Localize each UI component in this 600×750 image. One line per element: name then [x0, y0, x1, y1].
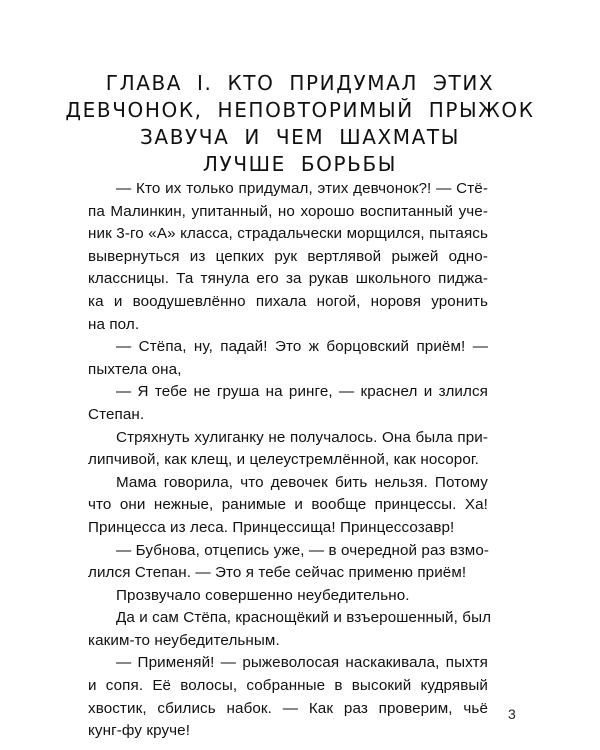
- text-line: — Применяй! — рыжеволосая наскакивала, пыхтя: [116, 654, 488, 672]
- chapter-title-line: ЛУЧШЕ БОРЬБЫ: [202, 152, 398, 176]
- text-line: — Кто их только придумал, этих девчонок?! — Стё-: [116, 180, 488, 197]
- text-line: каким-то неубедительным.: [88, 631, 280, 649]
- text-line: Прозвучало совершенно неубедительно.: [116, 586, 410, 604]
- text-line: что они нежные, ранимые и вообще принцессы. Ха!: [88, 496, 488, 514]
- text-line: ник 3-го «А» класса, страдальчески морщился, пытаясь: [88, 225, 488, 243]
- text-line: Мама говорила, что девочек бить нельзя. Потому: [116, 473, 488, 491]
- text-line: ка и воодушевлённо пихала ногой, норовя уронить: [88, 292, 488, 310]
- text-line: кунг-фу круче!: [88, 722, 191, 740]
- text-line: хвостик, сбились набок. — Как раз проверим, чьё: [88, 699, 488, 717]
- text-line: — Стёпа, ну, падай! Это ж борцовский приём! —: [116, 338, 488, 356]
- chapter-title: [60, 70, 540, 178]
- text-line: — Я тебе не груша на ринге, — краснел и злился: [116, 383, 488, 401]
- text-line: — Бубнова, отцепись уже, — в очередной раз взмо-: [116, 541, 490, 559]
- text-line: липчивой, как клещ, и целеустремлённой, как носорог.: [88, 451, 479, 469]
- text-line: Степан.: [88, 405, 145, 423]
- chapter-title-line: ДЕВЧОНОК, НЕПОВТОРИМЫЙ ПРЫЖОК: [65, 98, 535, 122]
- text-line: Стряхнуть хулиганку не получалось. Она была при-: [116, 428, 488, 446]
- text-line: и сопя. Её волосы, собранные в высокий кудрявый: [88, 677, 488, 695]
- text-line: Принцесса из леса. Принцессища! Принцессозавр!: [88, 518, 455, 536]
- text-line: па Малинкин, упитанный, но хорошо воспитанный уче-: [88, 202, 488, 220]
- chapter-body-text: [88, 178, 492, 743]
- text-line: классницы. Та тянула его за рукав школьного пиджа-: [88, 270, 488, 288]
- text-line: Да и сам Стёпа, краснощёкий и взъерошенный, был: [116, 609, 492, 627]
- text-line: лился Степан. — Это я тебе сейчас применю приём!: [88, 564, 467, 582]
- page-number: 3: [508, 706, 516, 722]
- text-line: пыхтела она,: [88, 360, 182, 378]
- chapter-title-line: ЗАВУЧА И ЧЕМ ШАХМАТЫ: [139, 125, 460, 149]
- text-line: на пол.: [88, 315, 140, 333]
- text-line: вывернуться из цепких рук вертлявой рыжей одно-: [88, 247, 488, 265]
- chapter-title-line: ГЛАВА I. КТО ПРИДУМАЛ ЭТИХ: [105, 71, 495, 95]
